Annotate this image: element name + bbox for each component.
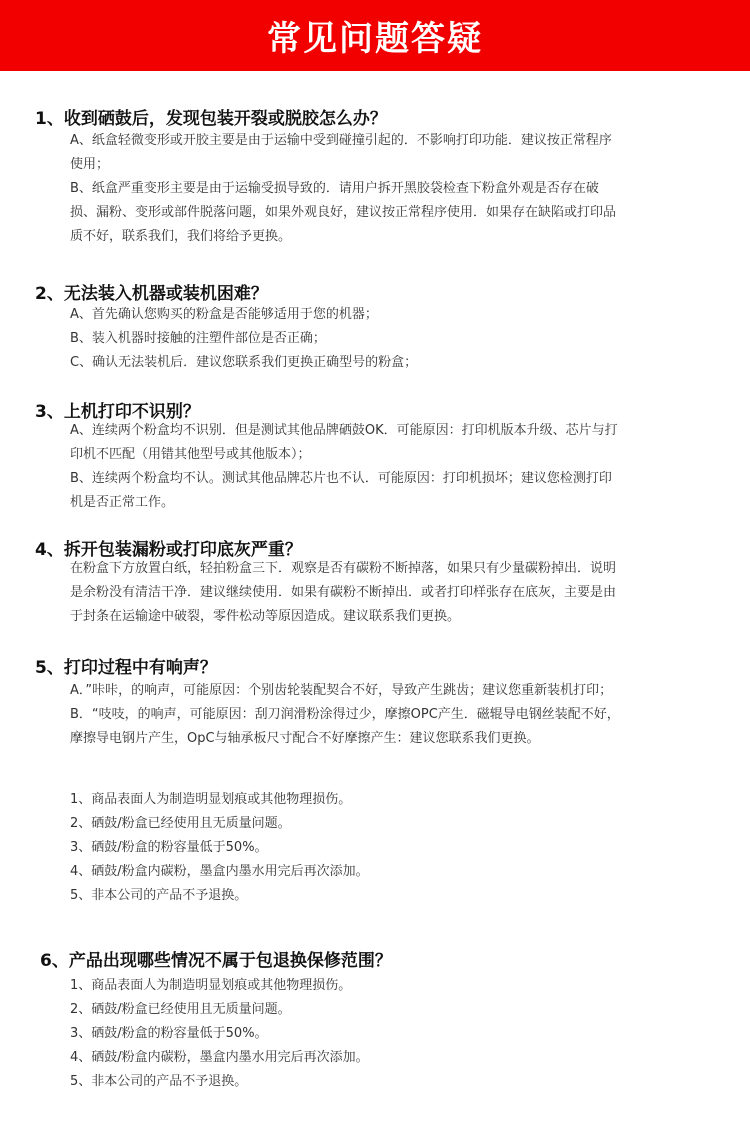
answer-line: 质不好，联系我们，我们将给予更换。 <box>70 229 292 244</box>
answer-line: C、确认无法装机后．建议您联系我们更换正确型号的粉盒； <box>70 355 418 370</box>
answer-line: 损、漏粉、变形或部件脱落问题，如果外观良好，建议按正常程序使用．如果存在缺陷或打印品 <box>70 205 617 220</box>
answer-line: A．”咔咔，的响声，可能原因：个别齿轮装配契合不好，导致产生跳齿；建议您重新装机打印； <box>70 683 613 698</box>
answer-2 <box>70 303 710 375</box>
answer-line: A、首先确认您购买的粉盒是否能够适用于您的机器； <box>70 307 378 322</box>
list-item: 1、商品表面人为制造明显划痕或其他物理损伤。 <box>70 978 352 993</box>
answer-line: B．“吱吱，的响声，可能原因：刮刀润滑粉涂得过少，摩擦OPC产生．磁辊导电钢丝装配不好， <box>70 707 620 722</box>
answer-3 <box>70 419 710 515</box>
list-item: 4、硒鼓/粉盒内碳粉，墨盒内墨水用完后再次添加。 <box>70 1050 369 1065</box>
answer-5 <box>70 679 710 751</box>
answer-line: 在粉盒下方放置白纸，轻拍粉盒三下．观察是否有碳粉不断掉落，如果只有少量碳粉掉出．说明 <box>70 561 617 576</box>
answer-line: B、纸盒严重变形主要是由于运输受损导致的．请用户拆开黑胶袋检查下粉盒外观是否存在破 <box>70 181 599 196</box>
answer-line: 使用； <box>70 157 110 172</box>
answer-6 <box>70 974 710 1094</box>
question-4-title: 4、拆开包装漏粉或打印底灰严重？ <box>35 540 302 560</box>
answer-line: A、纸盒轻微变形或开胶主要是由于运输中受到碰撞引起的．不影响打印功能．建议按正常程序 <box>70 133 612 148</box>
list-item: 5、非本公司的产品不予退换。 <box>70 888 248 903</box>
answer-line: 印机不匹配（用错其他型号或其他版本）； <box>70 447 311 462</box>
question-2-title: 2、无法装入机器或装机困难？ <box>35 284 268 304</box>
question-1-title: 1、收到硒鼓后，发现包装开裂或脱胶怎么办？ <box>35 109 387 129</box>
question-3-title: 3、上机打印不识别？ <box>35 402 200 422</box>
answer-1 <box>70 129 710 249</box>
page-title: 常见问题答疑 <box>267 19 483 59</box>
list-item: 2、硒鼓/粉盒已经使用且无质量问题。 <box>70 1002 291 1017</box>
list-item: 5、非本公司的产品不予退换。 <box>70 1074 248 1089</box>
question-5-title: 5、打印过程中有响声？ <box>35 658 217 678</box>
answer-line: 摩擦导电钢片产生，OpC与轴承板尺寸配合不好摩擦产生：建议您联系我们更换。 <box>70 731 540 746</box>
list-item: 4、硒鼓/粉盒内碳粉，墨盒内墨水用完后再次添加。 <box>70 864 369 879</box>
answer-line: B、装入机器时接触的注塑件部位是否正确； <box>70 331 326 346</box>
question-6-title: 6、产品出现哪些情况不属于包退换保修范围？ <box>40 951 392 971</box>
exclusion-list <box>70 788 710 908</box>
answer-line: A、连续两个粉盒均不识别．但是测试其他品牌硒鼓OK．可能原因：打印机版本升级、芯片与打 <box>70 423 618 438</box>
answer-line: 于封条在运输途中破裂，零件松动等原因造成。建议联系我们更换。 <box>70 609 461 624</box>
list-item: 1、商品表面人为制造明显划痕或其他物理损伤。 <box>70 792 352 807</box>
list-item: 3、硒鼓/粉盒的粉容量低于50%。 <box>70 840 268 855</box>
list-item: 2、硒鼓/粉盒已经使用且无质量问题。 <box>70 816 291 831</box>
answer-line: 机是否正常工作。 <box>70 495 175 510</box>
list-item: 3、硒鼓/粉盒的粉容量低于50%。 <box>70 1026 268 1041</box>
answer-4 <box>70 557 710 629</box>
page-header <box>0 0 750 71</box>
answer-line: B、连续两个粉盒均不认。测试其他品牌芯片也不认．可能原因：打印机损坏；建议您检测打印 <box>70 471 612 486</box>
answer-line: 是余粉没有清洁干净．建议继续使用．如果有碳粉不断掉出．或者打印样张存在底灰，主要是由 <box>70 585 617 600</box>
